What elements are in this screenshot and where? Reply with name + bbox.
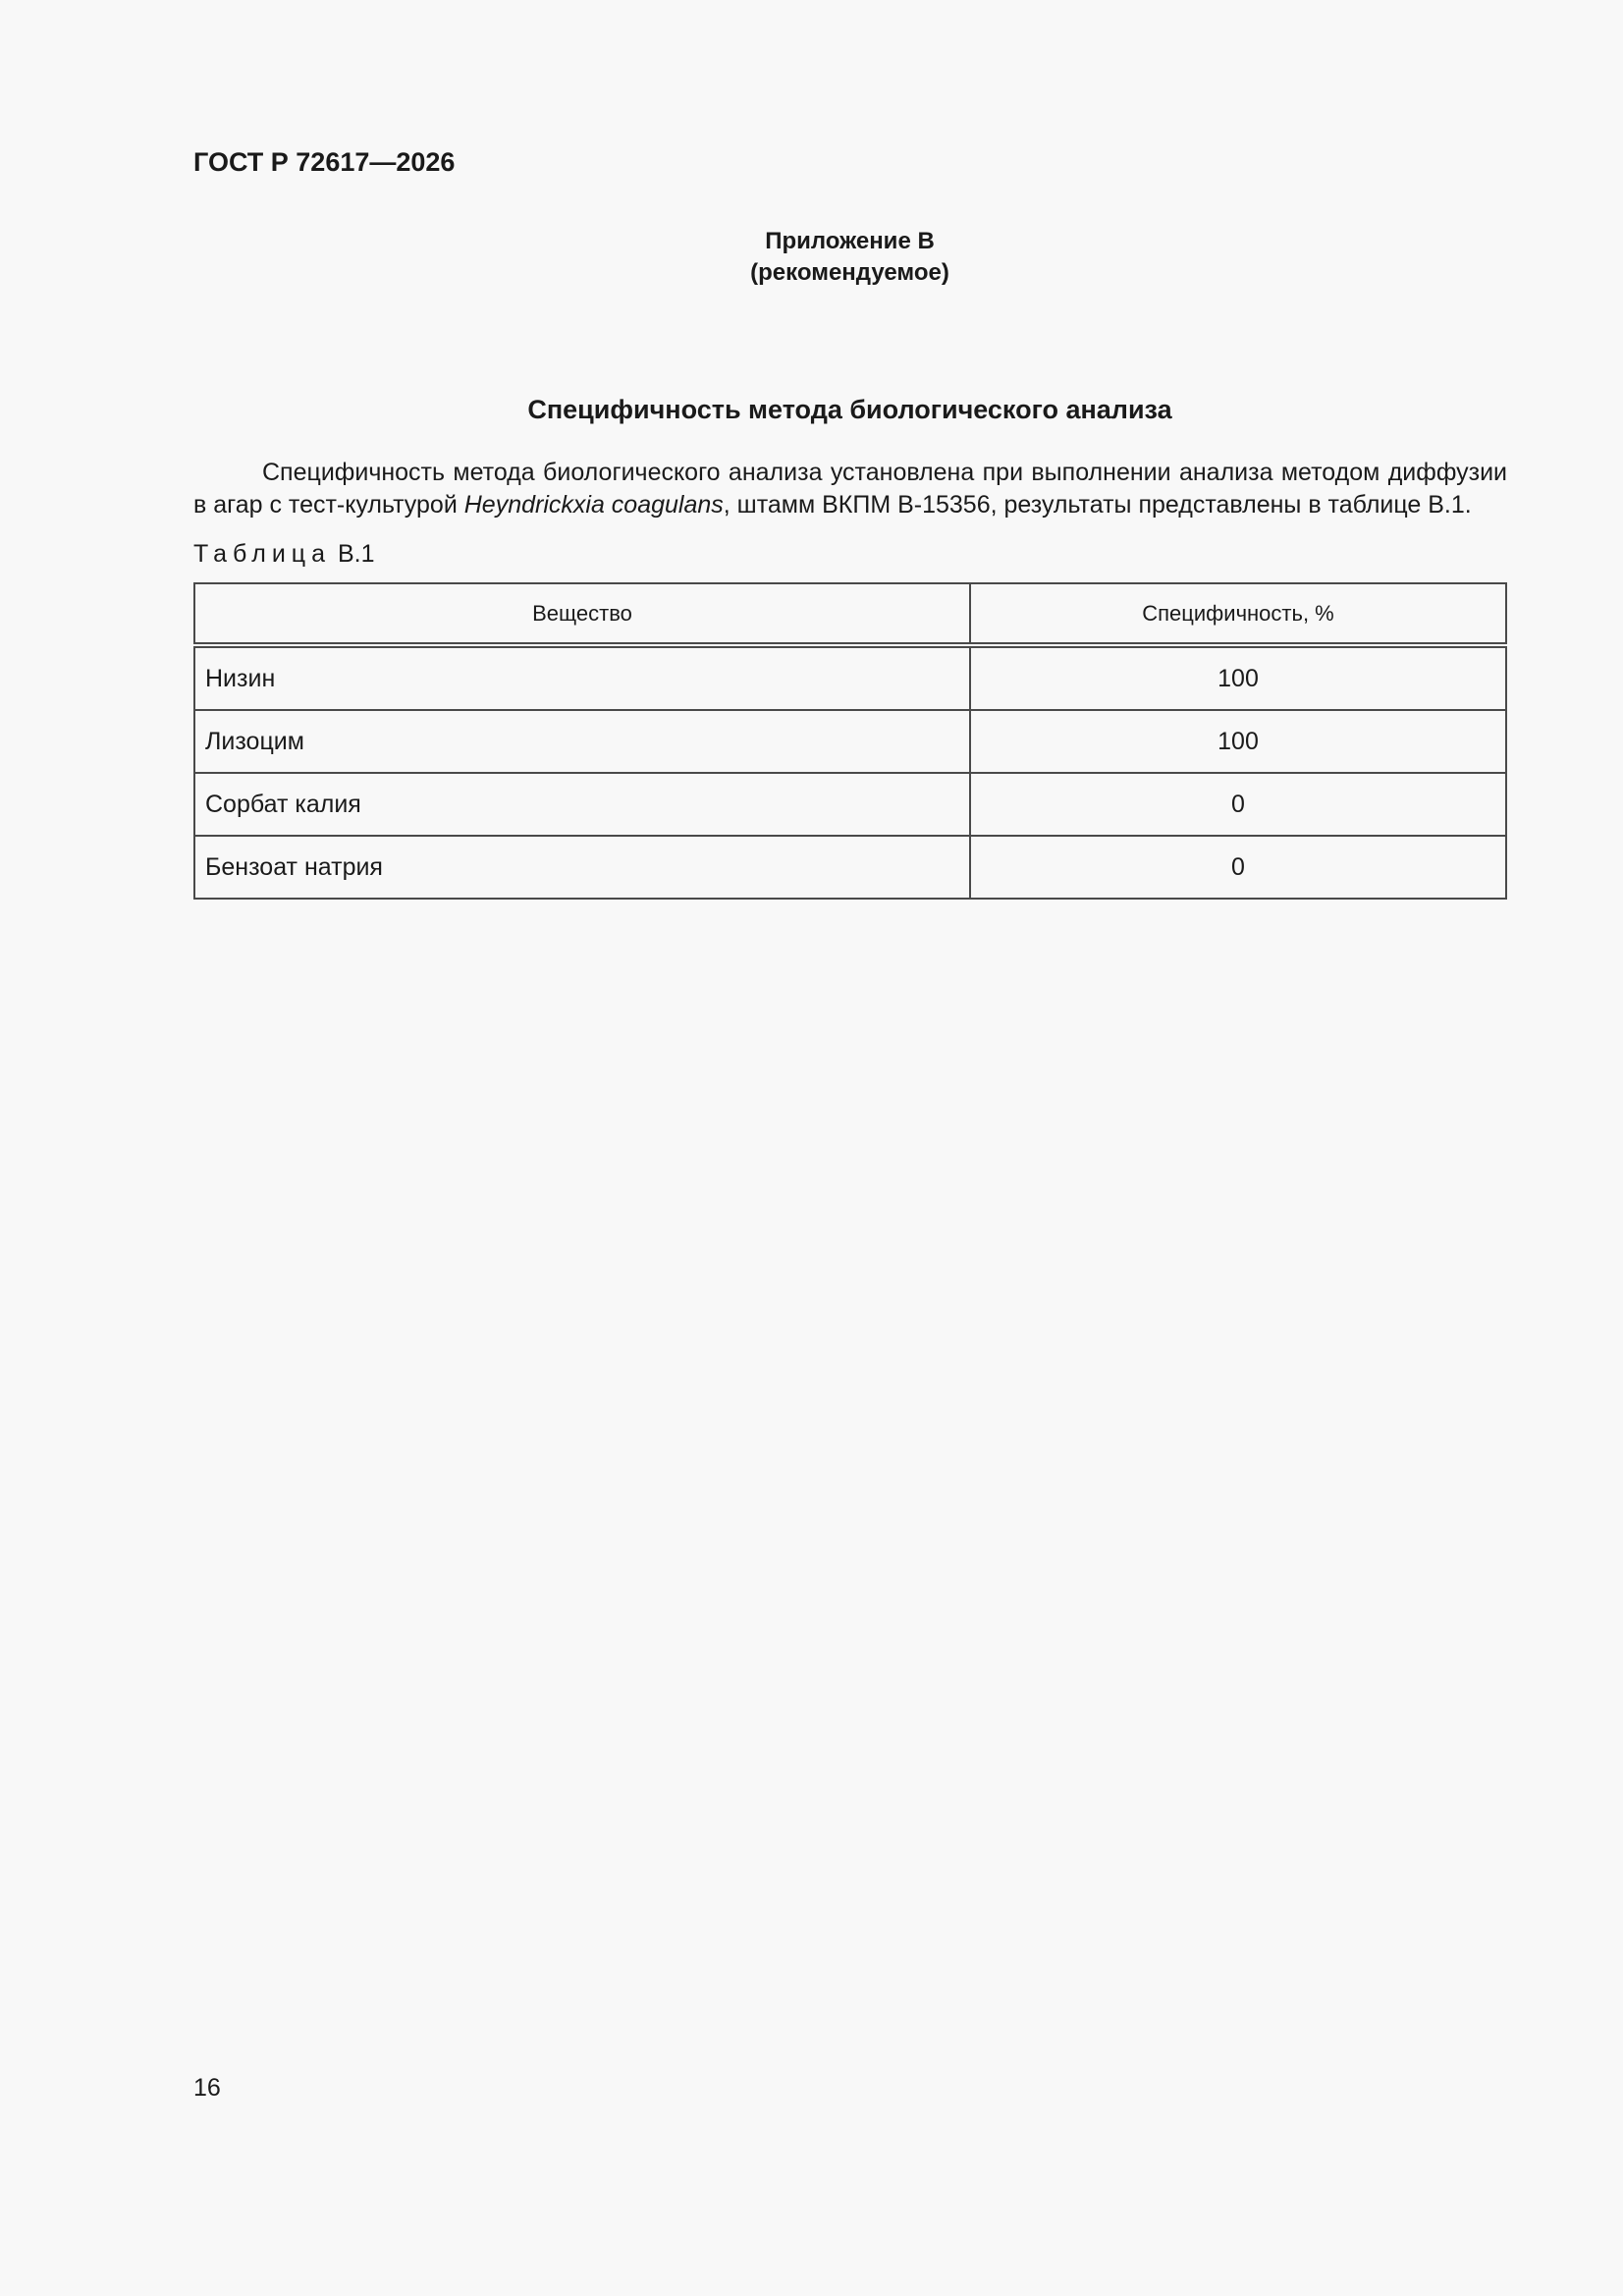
cell-substance: Лизоцим: [194, 710, 970, 773]
table-row: [194, 645, 1506, 710]
table-caption-word: Таблица: [193, 540, 332, 568]
paragraph-text-end: , штамм ВКПМ В-15356, результаты представлены в таблице В.1.: [723, 491, 1472, 519]
cell-substance: Низин: [194, 645, 970, 710]
appendix-status: (рекомендуемое): [750, 259, 949, 286]
table-row: [194, 773, 1506, 836]
page-number: 16: [193, 2074, 221, 2102]
cell-specificity: 0: [970, 836, 1506, 899]
appendix-title: Приложение В: [765, 228, 935, 254]
header-specificity: Специфичность, %: [970, 583, 1506, 645]
table-row: [194, 836, 1506, 899]
body-paragraph: [193, 457, 1507, 521]
table-row: [194, 710, 1506, 773]
table-caption: [193, 540, 375, 569]
specificity-table: [193, 582, 1507, 900]
cell-substance: Сорбат калия: [194, 773, 970, 836]
table-caption-number: В.1: [337, 540, 375, 568]
organism-name: Heyndrickxia coagulans: [463, 491, 724, 519]
appendix-heading: [193, 226, 1506, 289]
cell-specificity: 100: [970, 710, 1506, 773]
cell-substance: Бензоат натрия: [194, 836, 970, 899]
header-substance: Вещество: [194, 583, 970, 645]
cell-specificity: 0: [970, 773, 1506, 836]
document-code: ГОСТ Р 72617—2026: [193, 147, 456, 177]
cell-specificity: 100: [970, 645, 1506, 710]
paragraph-text-start: Специфичность метода биологического анализа установлена при выполнении анализа методом диффузии в агар с тест-культурой: [193, 459, 1507, 519]
section-title: Специфичность метода биологического анализа: [527, 395, 1172, 424]
table-header-row: [194, 583, 1506, 645]
